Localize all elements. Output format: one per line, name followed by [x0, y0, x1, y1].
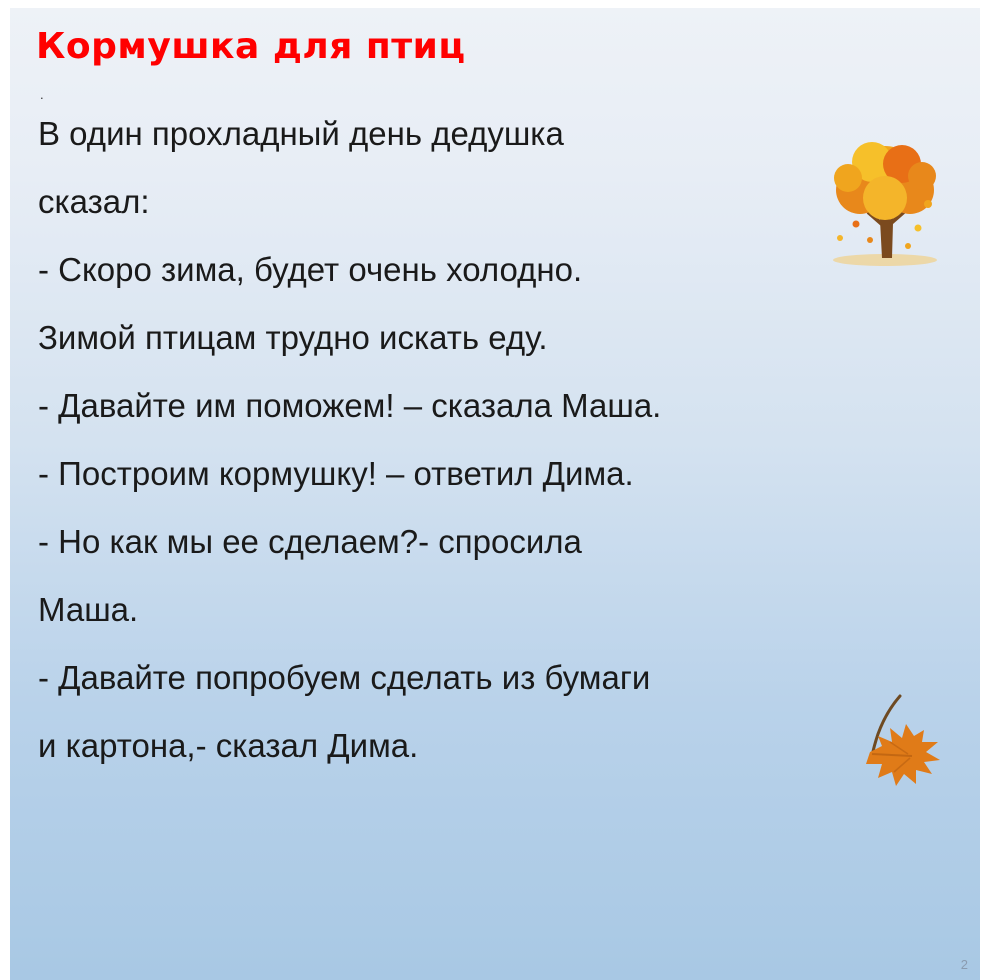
slide-border-right [980, 0, 990, 980]
body-line: - Скоро зима, будет очень холодно. [38, 251, 583, 288]
body-line: Зимой птицам трудно искать еду. [38, 319, 548, 356]
body-line: Маша. [38, 591, 139, 628]
bullet-dot-mark: . [40, 87, 44, 102]
body-line: - Но как мы ее сделаем?- спросила [38, 523, 582, 560]
body-line: и картона,- сказал Дима. [38, 727, 419, 764]
maple-leaf-illustration [808, 690, 958, 820]
body-line: - Давайте им поможем! – сказала Маша. [38, 387, 662, 424]
slide-border-top [0, 0, 990, 8]
slide-border-left [0, 0, 10, 980]
body-line: сказал: [38, 183, 150, 220]
autumn-tree-illustration [810, 128, 960, 278]
page-number: 2 [960, 957, 968, 972]
slide-title: Кормушка для птиц [36, 26, 466, 67]
body-line: - Давайте попробуем сделать из бумаги [38, 659, 651, 696]
body-line: В один прохладный день дедушка [38, 115, 564, 152]
body-line: - Построим кормушку! – ответил Дима. [38, 455, 634, 492]
